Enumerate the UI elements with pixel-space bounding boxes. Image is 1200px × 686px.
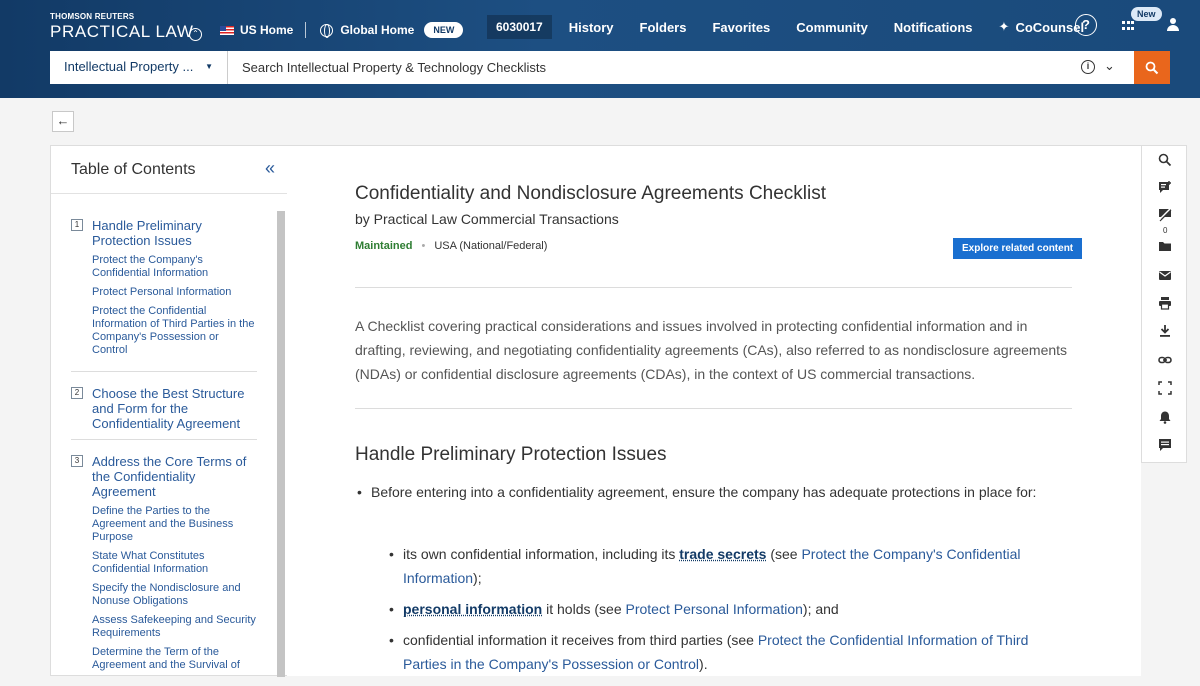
nav-folders[interactable]: Folders (639, 19, 687, 35)
nav-cocounsel[interactable]: CoCounsel (1015, 19, 1085, 35)
brand-company: THOMSON REUTERS (50, 12, 135, 21)
cross-reference-link[interactable]: Protect the Company's Confidential Information (403, 546, 1021, 586)
section-number: 2 (71, 387, 83, 399)
nav-notifications[interactable]: Notifications (893, 19, 973, 35)
toc-section-link[interactable] (71, 218, 257, 248)
toc-section-link[interactable] (71, 386, 257, 431)
meta-separator: • (421, 240, 426, 252)
caret-down-icon: ▼ (205, 62, 213, 71)
fullscreen-icon[interactable] (1157, 380, 1173, 396)
chevron-down-icon[interactable]: ⌄ (1104, 58, 1115, 73)
list-item (355, 480, 1075, 504)
apps-new-badge: New (1131, 7, 1162, 21)
toc-title: Table of Contents (71, 161, 196, 178)
brand-logo[interactable] (50, 12, 194, 42)
top-header (0, 0, 1200, 98)
toc-subsection-link[interactable]: Specify the Nondisclosure and Nonuse Obligations (92, 582, 241, 607)
print-icon[interactable] (1157, 295, 1173, 311)
toc-list (71, 204, 257, 686)
section-number: 1 (71, 219, 83, 231)
list-item (387, 597, 1075, 621)
back-button[interactable]: ← (52, 111, 74, 132)
toc-subsection-link[interactable]: Protect the Confidential Information of Third Parties in the Company's Possession or Control (92, 305, 255, 356)
toc-subsection-link[interactable]: Protect Personal Information (92, 286, 232, 298)
glossary-term-personal-information[interactable]: personal information (403, 601, 543, 617)
list-item (387, 628, 1075, 676)
bullet-text: it holds (see (542, 601, 626, 617)
search-scope-label: Intellectual Property ... (64, 59, 194, 74)
toc-subsection-link[interactable]: State What Constitutes Confidential Information (92, 550, 209, 575)
home-links (220, 22, 463, 38)
collapse-toc-icon[interactable]: « (265, 158, 276, 178)
document-body (287, 145, 1141, 676)
us-home-link[interactable]: US Home (240, 23, 294, 37)
nav-history[interactable]: History (568, 19, 614, 35)
toc-section-label: Handle Preliminary Protection Issues (92, 218, 202, 248)
cross-reference-link[interactable]: Protect Personal Information (625, 601, 803, 617)
document-toolbar (1141, 145, 1187, 463)
section-number: 3 (71, 455, 83, 467)
document-title: Confidentiality and Nondisclosure Agreements Checklist (355, 183, 827, 204)
glossary-term-trade-secrets[interactable]: trade secrets (679, 546, 767, 562)
bullet-text: Before entering into a confidentiality agreement, ensure the company has adequate protections in place for: (371, 484, 1037, 500)
search-icon[interactable] (1157, 152, 1173, 168)
us-flag-icon (220, 26, 234, 35)
sub-list (355, 542, 1075, 676)
explore-related-button[interactable]: Explore related content (953, 238, 1082, 259)
toc-section (71, 372, 257, 440)
sparkle-icon: ✦ (998, 19, 1010, 34)
search-input[interactable] (228, 51, 1134, 84)
bullet-text: (see (766, 546, 802, 562)
link-icon[interactable] (1157, 352, 1173, 368)
info-icon[interactable]: i (1081, 60, 1095, 74)
nav-favorites[interactable]: Favorites (712, 19, 771, 35)
nav-divider (305, 22, 306, 38)
help-icon[interactable]: ? (1075, 14, 1097, 36)
global-home-link[interactable]: Global Home (340, 23, 415, 37)
divider (355, 287, 1072, 288)
search-scope-dropdown[interactable] (50, 51, 228, 84)
toc-section (71, 204, 257, 372)
toc-section-label: Choose the Best Structure and Form for the Confidentiality Agreement (92, 386, 245, 431)
product-switcher-icon[interactable]: ⌃ (189, 28, 202, 41)
search-icon (1145, 61, 1159, 75)
document-summary: A Checklist covering practical considerations and issues involved in protecting confidential information and in drafting, reviewing, and negotiating confidentiality agreements (CAs), also referred to as nondisclosure agreements (NDAs) or confidential disclosure agreements (CDAs), in the context of US commercial transactions. (355, 318, 1068, 382)
main-nav (487, 15, 1084, 39)
divider (355, 408, 1072, 409)
bullet-text: ); and (802, 601, 839, 617)
document-id[interactable]: 6030017 (487, 15, 552, 39)
toc-subsection-link[interactable]: Protect the Company's Confidential Information (92, 254, 209, 279)
document-byline: by Practical Law Commercial Transactions (355, 211, 619, 227)
document-meta (355, 240, 547, 252)
toc-subsection-link[interactable]: Define the Parties to the Agreement and the Business Purpose (92, 505, 234, 543)
download-icon[interactable] (1157, 323, 1173, 339)
folder-icon[interactable] (1157, 238, 1173, 254)
app-grid-icon[interactable] (1122, 21, 1134, 31)
search-button[interactable] (1134, 51, 1170, 84)
toc-section-link[interactable] (71, 454, 257, 499)
brand-product: PRACTICAL LAW (50, 22, 194, 41)
section-heading: Handle Preliminary Protection Issues (355, 444, 667, 465)
annotations-hidden-icon[interactable] (1157, 207, 1173, 223)
toc-subsection-link[interactable]: Assess Safekeeping and Security Requirements (92, 614, 256, 639)
bullet-text: confidential information it receives from third parties (see (403, 632, 758, 648)
list-item (387, 542, 1075, 590)
add-note-icon[interactable] (1157, 180, 1173, 196)
maintained-status: Maintained (355, 240, 413, 252)
toc-header (51, 146, 287, 194)
toc-subsection-link[interactable]: Determine the Term of the Agreement and the Survival of (92, 646, 240, 671)
globe-icon (320, 24, 333, 37)
jurisdiction: USA (National/Federal) (434, 240, 548, 252)
email-icon[interactable] (1157, 267, 1173, 283)
user-icon[interactable] (1167, 18, 1179, 32)
cross-reference-link[interactable]: Protect the Confidential Information of Third Parties in the Company's Possession or Control (403, 632, 1029, 672)
annotation-count: 0 (1163, 226, 1168, 235)
toc-section-label: Address the Core Terms of the Confidentiality Agreement (92, 454, 247, 499)
bullet-text: its own confidential information, including its (403, 546, 680, 562)
bullet-text: ); (473, 570, 482, 586)
new-badge: NEW (424, 22, 463, 38)
comment-icon[interactable] (1157, 437, 1173, 453)
toc-scrollbar[interactable] (277, 211, 285, 677)
table-of-contents (50, 145, 287, 676)
nav-community[interactable]: Community (796, 19, 868, 35)
toc-section (71, 440, 257, 686)
bullet-text: ). (699, 656, 708, 672)
alert-icon[interactable] (1157, 409, 1173, 425)
